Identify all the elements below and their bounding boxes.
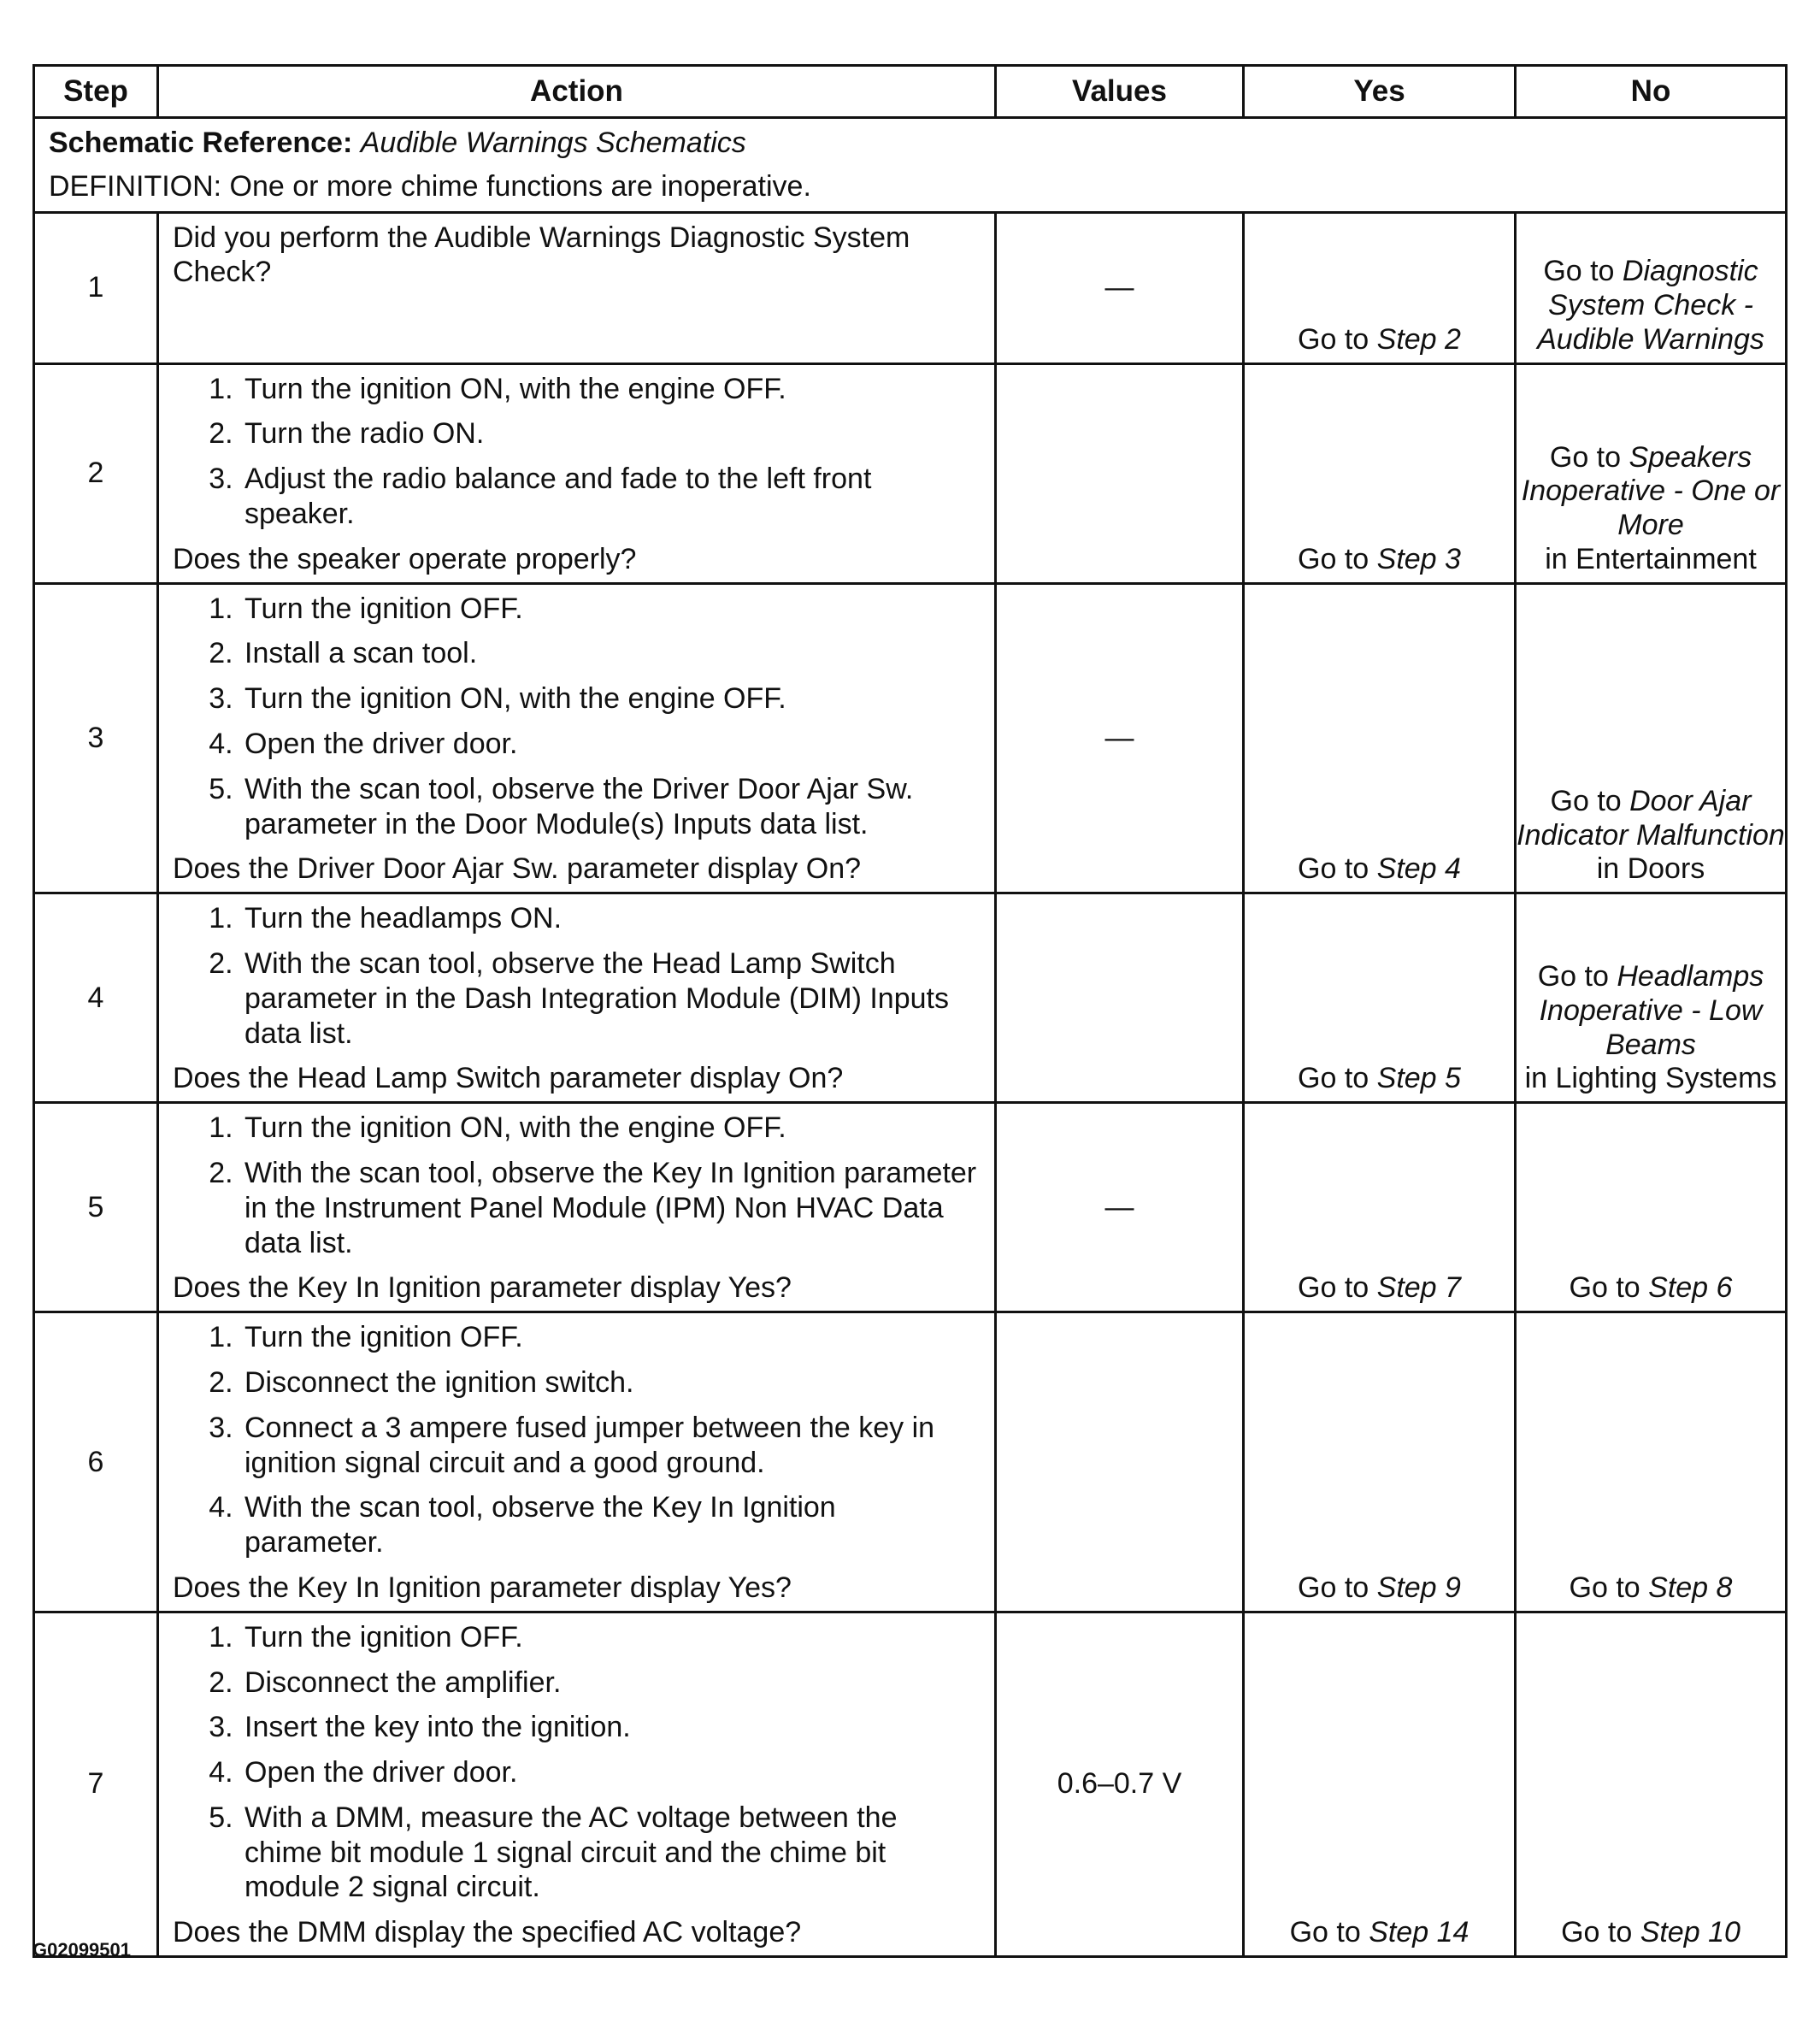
- value-cell: —: [996, 583, 1244, 893]
- header-row: [34, 66, 1787, 118]
- no-cell: [1516, 583, 1787, 893]
- instruction-item: 2. Turn the radio ON.: [241, 416, 979, 451]
- value-cell: 0.6–0.7 V: [996, 1612, 1244, 1956]
- step-number: 5: [34, 1103, 158, 1312]
- action-cell: [158, 583, 996, 893]
- instruction-item: 5. With the scan tool, observe the Driver Door Ajar Sw. parameter in the Door Module(s) Inputs data list.: [241, 772, 979, 842]
- instruction-item: 1. Turn the ignition OFF.: [241, 592, 979, 627]
- step-number: 2: [34, 363, 158, 583]
- action-cell: [158, 1312, 996, 1612]
- figure-id: G02099501: [32, 1939, 131, 1960]
- no-prefix: Go to: [1569, 1571, 1649, 1604]
- table-row: [34, 363, 1787, 583]
- instruction-list: [173, 1111, 979, 1260]
- table-row: [34, 212, 1787, 363]
- yes-link[interactable]: Step 5: [1376, 1062, 1461, 1095]
- action-text: Did you perform the Audible Warnings Diagnostic System Check?: [173, 221, 910, 289]
- value-cell: [996, 893, 1244, 1103]
- action-cell: [158, 212, 996, 363]
- instruction-item: 2. With the scan tool, observe the Key In Ignition parameter in the Instrument Panel Module (IPM) Non HVAC Data data list.: [241, 1156, 979, 1260]
- no-link[interactable]: Diagnostic System Check - Audible Warnings: [1537, 255, 1764, 356]
- no-link[interactable]: Door Ajar Indicator Malfunction: [1517, 784, 1785, 852]
- yes-prefix: Go to: [1298, 852, 1377, 886]
- no-prefix: Go to: [1543, 255, 1623, 288]
- step-number: 3: [34, 583, 158, 893]
- question-text: Does the Driver Door Ajar Sw. parameter display On?: [173, 852, 862, 886]
- no-cell: [1516, 212, 1787, 363]
- instruction-item: 3. Adjust the radio balance and fade to the left front speaker.: [241, 462, 979, 532]
- instruction-item: 3. Insert the key into the ignition.: [241, 1710, 979, 1745]
- yes-cell: [1244, 1312, 1516, 1612]
- instruction-item: 1. Turn the ignition ON, with the engine OFF.: [241, 1111, 979, 1146]
- yes-cell: [1244, 363, 1516, 583]
- no-link[interactable]: Speakers Inoperative - One or More: [1521, 440, 1781, 542]
- question-text: Does the speaker operate properly?: [173, 542, 637, 575]
- step-number: 7: [34, 1612, 158, 1956]
- table-row: [34, 1612, 1787, 1956]
- instruction-item: 4. With the scan tool, observe the Key In Ignition parameter.: [241, 1490, 979, 1560]
- yes-prefix: Go to: [1298, 1271, 1377, 1305]
- action-cell: [158, 1612, 996, 1956]
- table-row: [34, 893, 1787, 1103]
- no-prefix: Go to: [1549, 440, 1629, 474]
- no-link[interactable]: Step 6: [1648, 1271, 1733, 1305]
- step-number: 4: [34, 893, 158, 1103]
- header-action: Action: [158, 66, 996, 118]
- yes-link[interactable]: Step 14: [1369, 1916, 1470, 1949]
- instruction-list: [173, 372, 979, 532]
- no-prefix: Go to: [1569, 1271, 1649, 1305]
- yes-prefix: Go to: [1298, 542, 1377, 575]
- instruction-item: 2. Install a scan tool.: [241, 636, 979, 671]
- question-text: Does the Key In Ignition parameter display Yes?: [173, 1271, 792, 1305]
- instruction-item: 3. Turn the ignition ON, with the engine OFF.: [241, 681, 979, 716]
- no-link[interactable]: Step 8: [1648, 1571, 1733, 1604]
- table-row: [34, 1312, 1787, 1612]
- no-link[interactable]: Step 10: [1640, 1916, 1740, 1949]
- table-row: [34, 1103, 1787, 1312]
- instruction-list: [173, 1620, 979, 1906]
- yes-prefix: Go to: [1298, 1571, 1377, 1604]
- question-text: Does the DMM display the specified AC voltage?: [173, 1916, 802, 1949]
- yes-cell: [1244, 1612, 1516, 1956]
- question-text: Does the Head Lamp Switch parameter display On?: [173, 1062, 844, 1095]
- yes-cell: [1244, 1103, 1516, 1312]
- instruction-list: [173, 592, 979, 842]
- instruction-item: 5. With a DMM, measure the AC voltage between the chime bit module 1 signal circuit and the chime bit module 2 signal circuit.: [241, 1801, 979, 1905]
- yes-cell: [1244, 893, 1516, 1103]
- no-cell: [1516, 1612, 1787, 1956]
- instruction-item: 1. Turn the ignition ON, with the engine OFF.: [241, 372, 979, 407]
- no-suffix: in Entertainment: [1545, 542, 1757, 575]
- value-cell: —: [996, 212, 1244, 363]
- instruction-list: [173, 1320, 979, 1560]
- instruction-item: 1. Turn the headlamps ON.: [241, 901, 979, 936]
- yes-link[interactable]: Step 9: [1376, 1571, 1461, 1604]
- action-cell: [158, 893, 996, 1103]
- instruction-item: 3. Connect a 3 ampere fused jumper between the key in ignition signal circuit and a good ground.: [241, 1411, 979, 1481]
- yes-cell: [1244, 212, 1516, 363]
- instruction-item: 1. Turn the ignition OFF.: [241, 1620, 979, 1655]
- instruction-item: 4. Open the driver door.: [241, 1755, 979, 1790]
- instruction-item: 2. Disconnect the ignition switch.: [241, 1365, 979, 1400]
- no-cell: [1516, 1103, 1787, 1312]
- schematic-reference-label: Schematic Reference:: [49, 127, 353, 159]
- no-cell: [1516, 363, 1787, 583]
- instruction-item: 4. Open the driver door.: [241, 727, 979, 762]
- instruction-item: 2. With the scan tool, observe the Head Lamp Switch parameter in the Dash Integration Module (DIM) Inputs data list.: [241, 946, 979, 1051]
- value-cell: [996, 363, 1244, 583]
- yes-prefix: Go to: [1289, 1916, 1369, 1949]
- no-prefix: Go to: [1537, 960, 1617, 993]
- header-yes: Yes: [1244, 66, 1516, 118]
- table-row: [34, 583, 1787, 893]
- diagnostic-table: [32, 64, 1788, 1958]
- action-cell: [158, 363, 996, 583]
- header-no: No: [1516, 66, 1787, 118]
- schematic-reference: [49, 126, 1771, 161]
- schematic-reference-link[interactable]: Audible Warnings Schematics: [360, 127, 746, 159]
- reference-row: [34, 118, 1787, 213]
- no-suffix: in Lighting Systems: [1524, 1062, 1777, 1095]
- instruction-item: 2. Disconnect the amplifier.: [241, 1665, 979, 1701]
- action-cell: [158, 1103, 996, 1312]
- no-prefix: Go to: [1561, 1916, 1640, 1949]
- yes-link[interactable]: Step 2: [1376, 322, 1461, 356]
- question-text: Does the Key In Ignition parameter display Yes?: [173, 1571, 792, 1604]
- yes-link[interactable]: Step 3: [1376, 542, 1461, 575]
- yes-prefix: Go to: [1298, 1062, 1377, 1095]
- definition-text: DEFINITION: One or more chime functions are inoperative.: [49, 169, 811, 203]
- header-step: Step: [34, 66, 158, 118]
- step-number: 1: [34, 212, 158, 363]
- yes-link[interactable]: Step 7: [1376, 1271, 1461, 1305]
- value-cell: —: [996, 1103, 1244, 1312]
- no-cell: [1516, 893, 1787, 1103]
- step-number: 6: [34, 1312, 158, 1612]
- value-cell: [996, 1312, 1244, 1612]
- yes-link[interactable]: Step 4: [1376, 852, 1461, 886]
- reference-cell: [34, 118, 1787, 213]
- no-prefix: Go to: [1550, 784, 1630, 817]
- no-link[interactable]: Headlamps Inoperative - Low Beams: [1539, 960, 1764, 1061]
- yes-cell: [1244, 583, 1516, 893]
- instruction-list: [173, 901, 979, 1051]
- yes-prefix: Go to: [1298, 322, 1377, 356]
- instruction-item: 1. Turn the ignition OFF.: [241, 1320, 979, 1355]
- no-suffix: in Doors: [1596, 852, 1705, 886]
- no-cell: [1516, 1312, 1787, 1612]
- header-values: Values: [996, 66, 1244, 118]
